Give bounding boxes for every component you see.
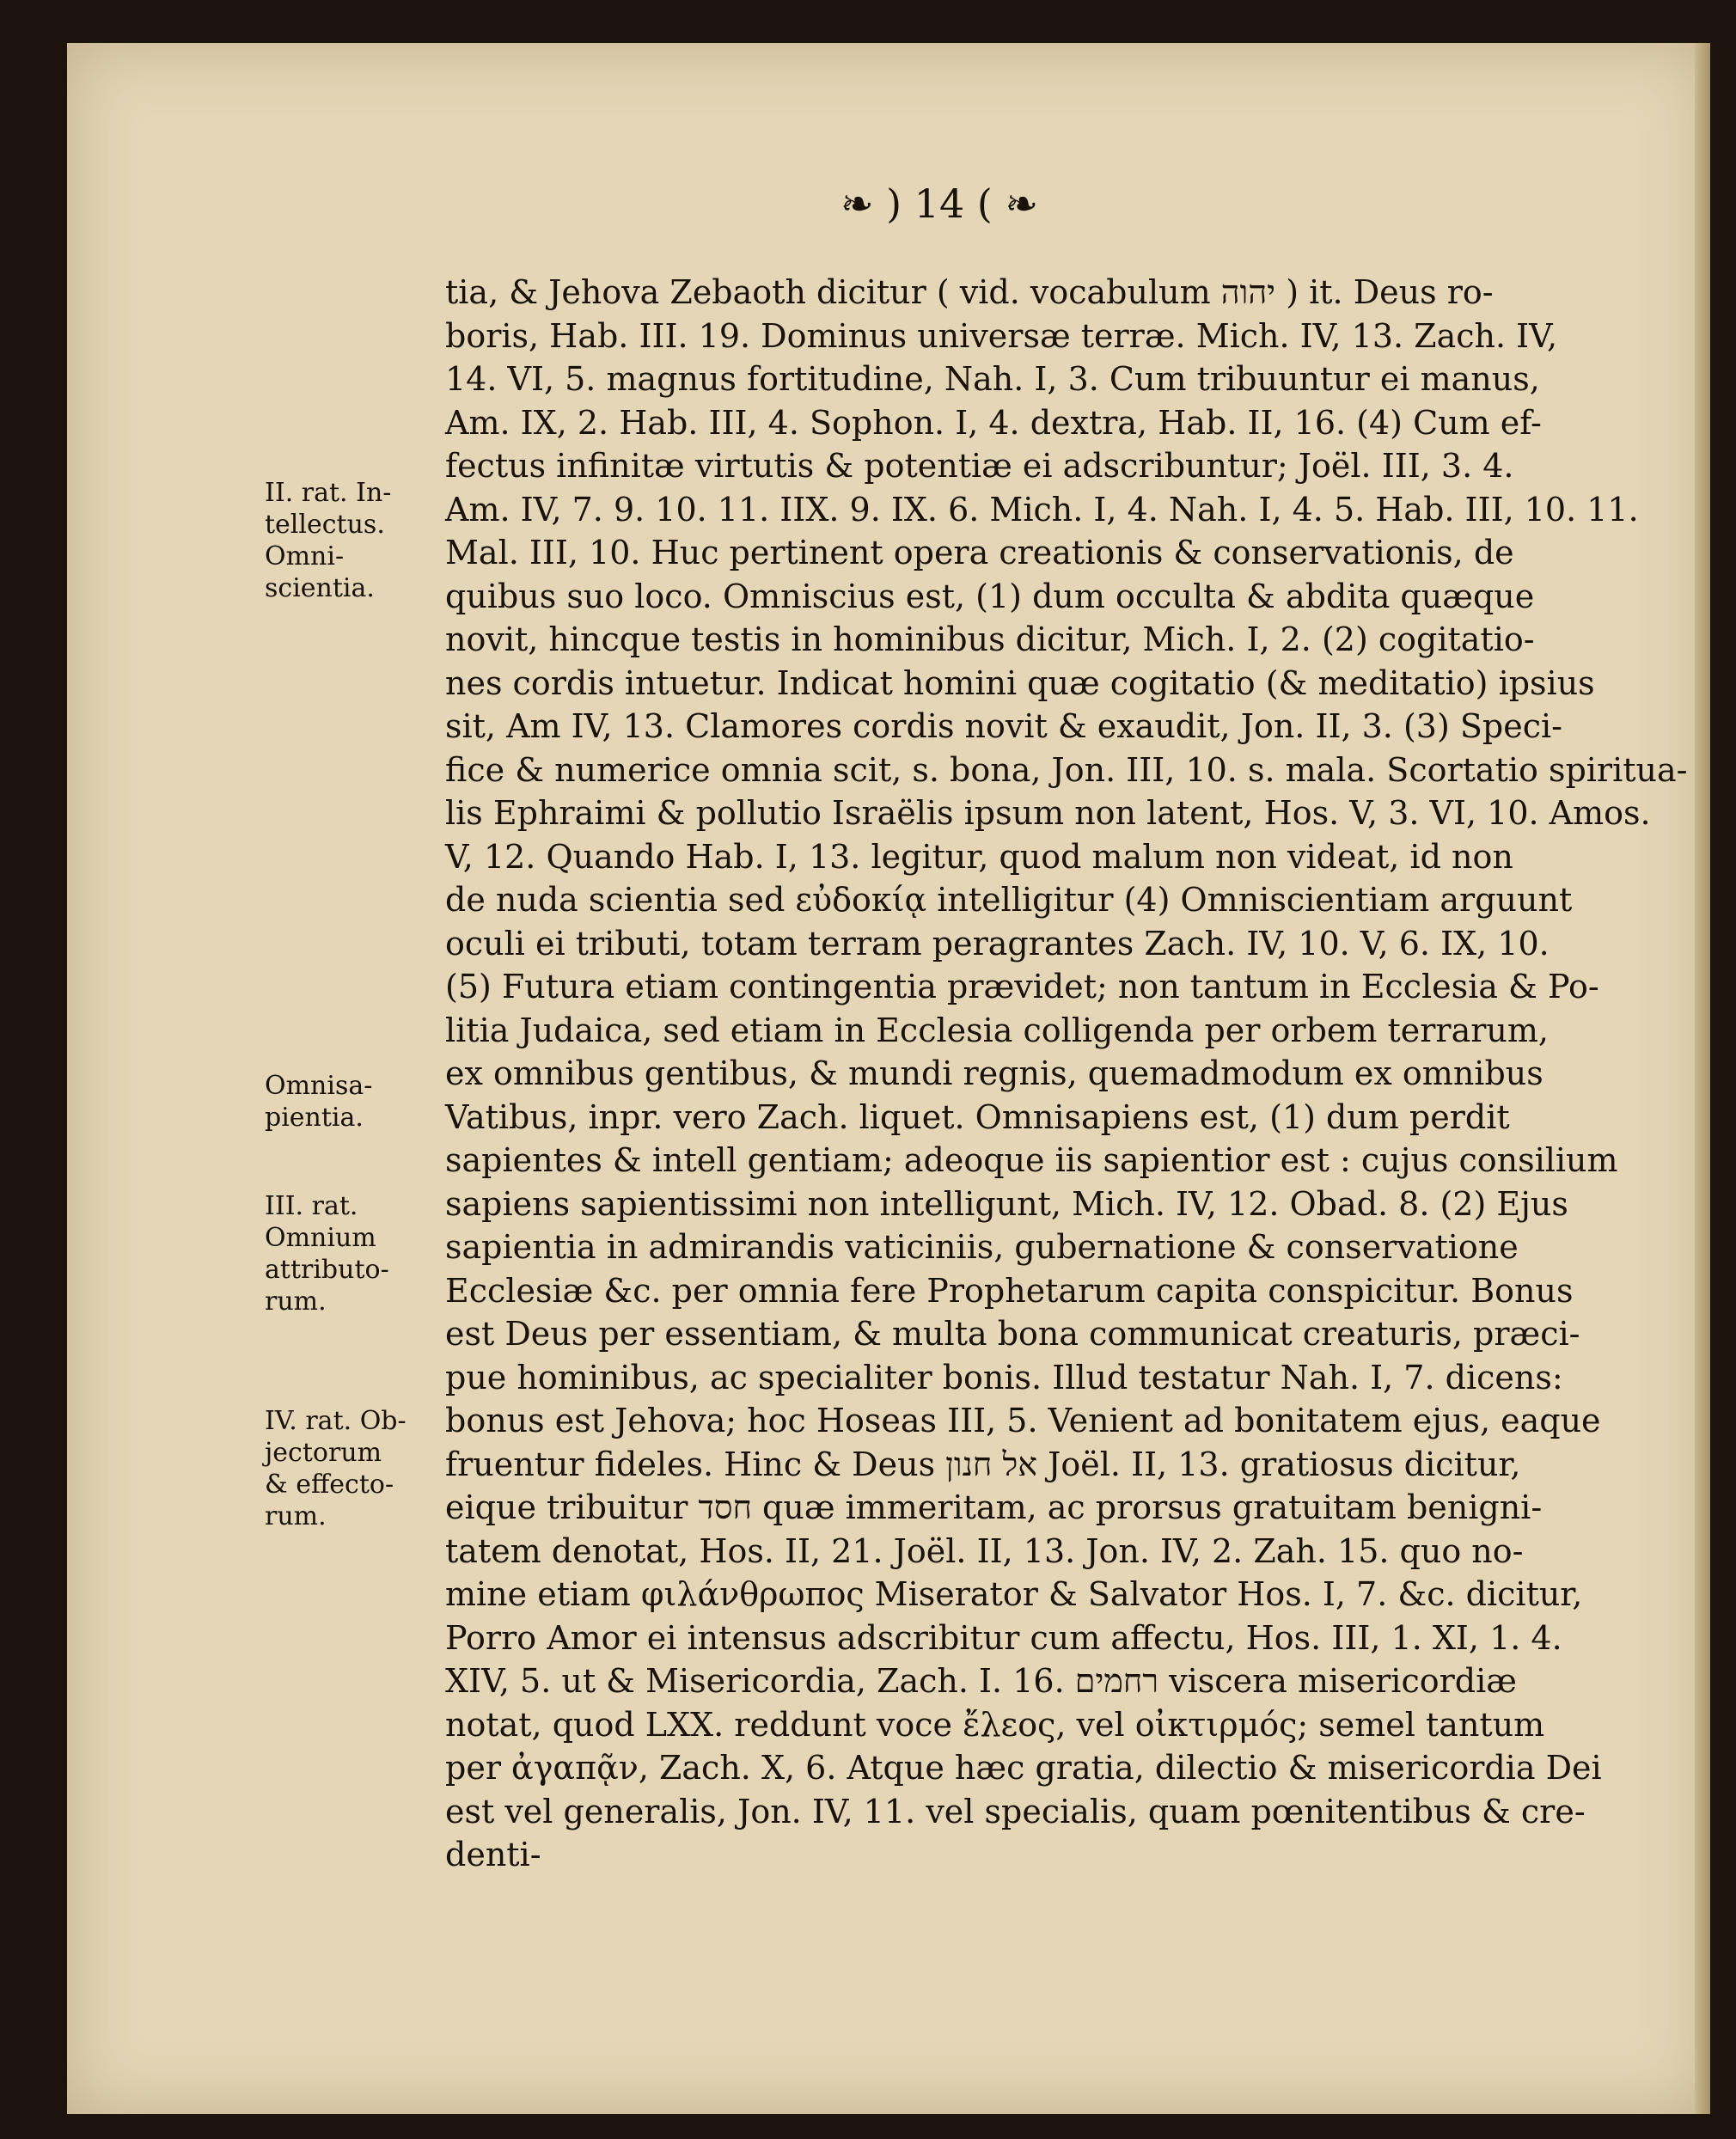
margin-note-line: tellectus.	[265, 510, 385, 540]
text-line: sit, Am IV, 13. Clamores cordis novit & exaudit, Jon. II, 3. (3) Speci-	[445, 707, 1562, 745]
margin-note-line: II. rat. In-	[265, 478, 392, 508]
text-line: Mal. III, 10. Huc pertinent opera creationis & conservationis, de	[445, 534, 1514, 571]
text-line: novit, hincque testis in hominibus dicitur, Mich. I, 2. (2) cogitatio-	[445, 620, 1535, 658]
margin-note-line: Omnisa-	[265, 1071, 373, 1101]
body-text	[445, 271, 1688, 1877]
text-line: fice & numerice omnia scit, s. bona, Jon. III, 10. s. mala. Scortatio spiritua-	[445, 750, 1688, 789]
text-line: est vel generalis, Jon. IV, 11. vel specialis, quam pœnitentibus & cre-	[445, 1792, 1586, 1830]
text-line: V, 12. Quando Hab. I, 13. legitur, quod malum non videat, id non	[445, 837, 1513, 876]
text-line: XIV, 5. ut & Misericordia, Zach. I. 16. רחמים viscera misericordiæ	[445, 1662, 1517, 1700]
margin-note-attributorum	[265, 1190, 389, 1317]
text-line: 14. VI, 5. magnus fortitudine, Nah. I, 3. Cum tribuuntur ei manus,	[445, 360, 1540, 398]
text-line: sapiens sapientissimi non intelligunt, Mich. IV, 12. Obad. 8. (2) Ejus	[445, 1184, 1568, 1223]
margin-note-line: jectorum	[265, 1438, 382, 1468]
text-line: fectus infinitæ virtutis & potentiæ ei adscribuntur; Joël. III, 3. 4.	[445, 447, 1514, 485]
page-number-header: ❧ ) 14 ( ❧	[840, 180, 1038, 227]
text-line: litia Judaica, sed etiam in Ecclesia colligenda per orbem terrarum,	[445, 1011, 1550, 1049]
margin-note-line: Omnium	[265, 1223, 376, 1253]
margin-note-line: & effecto-	[265, 1470, 394, 1500]
text-line: est Deus per essentiam, & multa bona communicat creaturis, præci-	[445, 1315, 1580, 1353]
margin-note-line: Omni-	[265, 541, 345, 571]
text-line: Am. IV, 7. 9. 10. 11. IIX. 9. IX. 6. Mich. I, 4. Nah. I, 4. 5. Hab. III, 10. 11.	[445, 490, 1639, 529]
text-line: Ecclesiæ &c. per omnia fere Prophetarum capita conspicitur. Bonus	[445, 1271, 1574, 1310]
text-line: fruentur fideles. Hinc & Deus אל חנון Joël. II, 13. gratiosus dicitur,	[445, 1445, 1521, 1483]
text-line: denti-	[445, 1836, 541, 1873]
text-line: oculi ei tributi, totam terram peragrantes Zach. IV, 10. V, 6. IX, 10.	[445, 924, 1550, 963]
margin-note-intellectus	[265, 477, 391, 604]
text-line: Porro Amor ei intensus adscribitur cum affectu, Hos. III, 1. XI, 1. 4.	[445, 1618, 1562, 1657]
margin-note-line: scientia.	[265, 573, 375, 603]
text-line: Am. IX, 2. Hab. III, 4. Sophon. I, 4. dextra, Hab. II, 16. (4) Cum ef-	[445, 403, 1542, 442]
text-line: tatem denotat, Hos. II, 21. Joël. II, 13. Jon. IV, 2. Zah. 15. quo no-	[445, 1531, 1524, 1570]
margin-note-line: attributo-	[265, 1255, 389, 1285]
margin-note-omnisapientia	[265, 1070, 372, 1134]
text-line: mine etiam φιλάνθρωπος Miserator & Salvator Hos. I, 7. &c. dicitur,	[445, 1575, 1583, 1613]
text-line: lis Ephraimi & pollutio Israëlis ipsum non latent, Hos. V, 3. VI, 10. Amos.	[445, 794, 1651, 832]
text-line: sapientes & intell gentiam; adeoque iis sapientior est : cujus consilium	[445, 1141, 1618, 1179]
text-line: boris, Hab. III. 19. Dominus universæ terræ. Mich. IV, 13. Zach. IV,	[445, 316, 1558, 355]
book-page	[67, 43, 1710, 2114]
text-line: bonus est Jehova; hoc Hoseas III, 5. Venient ad bonitatem ejus, eaque	[445, 1402, 1601, 1439]
margin-note-line: pientia.	[265, 1103, 364, 1133]
text-line: Vatibus, inpr. vero Zach. liquet. Omnisapiens est, (1) dum perdit	[445, 1097, 1510, 1136]
text-line: tia, & Jehova Zebaoth dicitur ( vid. vocabulum יהוה ) it. Deus ro-	[445, 273, 1494, 311]
text-line: ex omnibus gentibus, & mundi regnis, quemadmodum ex omnibus	[445, 1054, 1543, 1092]
text-line: quibus suo loco. Omniscius est, (1) dum occulta & abdita quæque	[445, 577, 1535, 615]
page-gutter	[1695, 43, 1710, 2114]
text-line: de nuda scientia sed εὐδοκίᾳ intelligitur (4) Omniscientiam arguunt	[445, 881, 1573, 919]
text-line: pue hominibus, ac specialiter bonis. Illud testatur Nah. I, 7. dicens:	[445, 1358, 1563, 1396]
margin-note-line: rum.	[265, 1501, 327, 1531]
margin-note-objectorum	[265, 1405, 406, 1532]
text-line: nes cordis intuetur. Indicat homini quæ cogitatio (& meditatio) ipsius	[445, 663, 1595, 702]
text-line: notat, quod LXX. reddunt voce ἔλεος, vel οἰκτιρμός; semel tantum	[445, 1705, 1545, 1744]
text-line: per ἀγαπᾷν, Zach. X, 6. Atque hæc gratia, dilectio & misericordia Dei	[445, 1749, 1602, 1787]
text-line: eique tribuitur חסד quæ immeritam, ac prorsus gratuitam benigni-	[445, 1488, 1543, 1526]
margin-note-line: rum.	[265, 1286, 327, 1317]
text-line: (5) Futura etiam contingentia prævidet; non tantum in Ecclesia & Po-	[445, 968, 1599, 1005]
margin-note-line: IV. rat. Ob-	[265, 1406, 406, 1436]
margin-note-line: III. rat.	[265, 1191, 358, 1221]
text-line: sapientia in admirandis vaticiniis, gubernatione & conservatione	[445, 1228, 1519, 1266]
